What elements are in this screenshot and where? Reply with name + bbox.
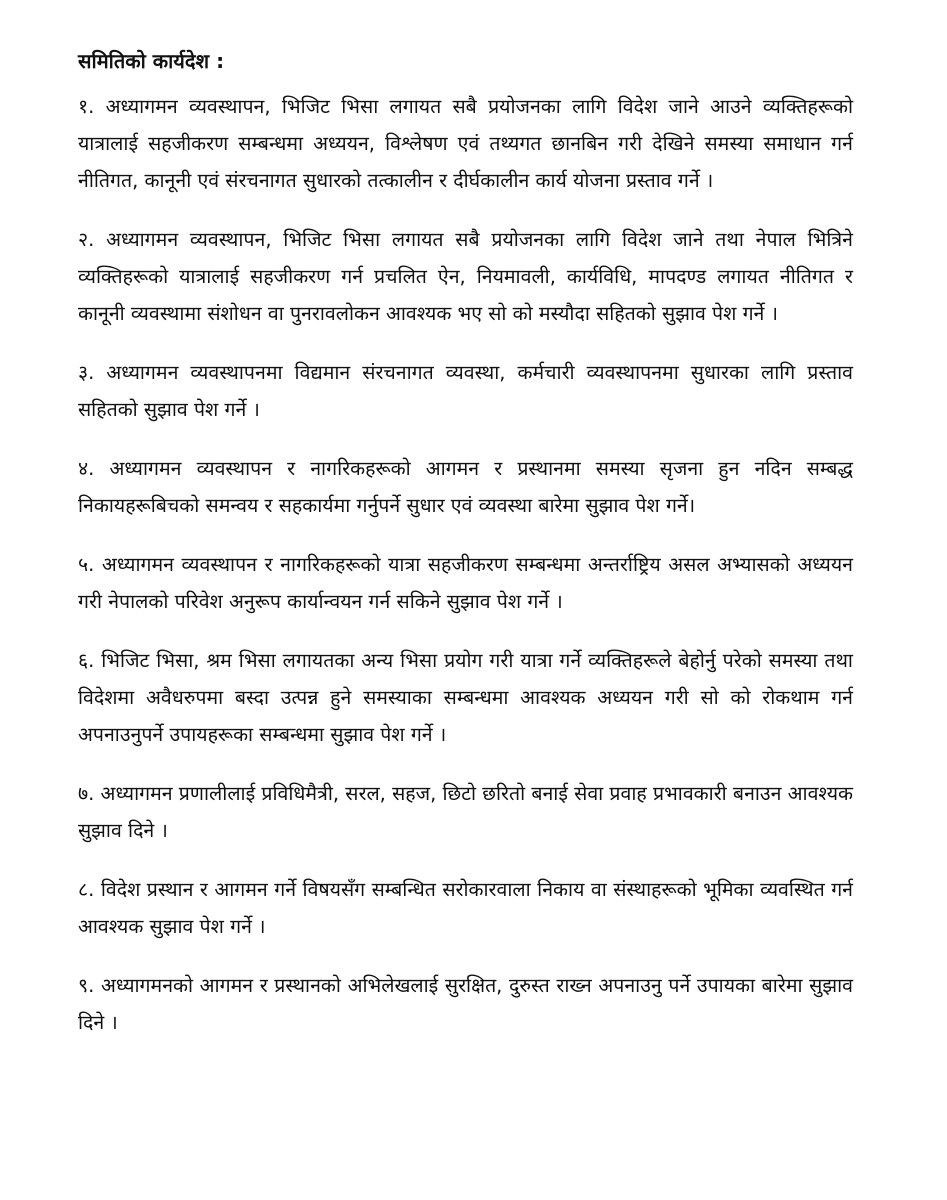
mandate-item-5: ५. अध्यागमन व्यवस्थापन र नागरिकहरूको यात्रा सहजीकरण सम्बन्धमा अन्तर्राष्ट्रिय असल अभ्यासको अध्ययन गरी नेपालको परिवेश अनुरूप कार्यान्वयन गर्न सकिने सुझाव पेश गर्ने । bbox=[78, 553, 853, 613]
mandate-item-4: ४. अध्यागमन व्यवस्थापन र नागरिकहरूको आगमन र प्रस्थानमा समस्या सृजना हुन नदिन सम्बद्ध निकायहरूबिचको समन्वय र सहकार्यमा गर्नुपर्ने सुधार एवं व्यवस्था बारेमा सुझाव पेश गर्ने। bbox=[78, 457, 853, 517]
mandate-item-8: ८. विदेश प्रस्थान र आगमन गर्ने विषयसँग सम्बन्धित सरोकारवाला निकाय वा संस्थाहरूको भूमिका व्यवस्थित गर्न आवश्यक सुझाव पेश गर्ने । bbox=[78, 878, 853, 938]
mandate-item-1: १. अध्यागमन व्यवस्थापन, भिजिट भिसा लगायत सबै प्रयोजनका लागि विदेश जाने आउने व्यक्तिहरूको यात्रालाई सहजीकरण सम्बन्धमा अध्ययन, विश्लेषण एवं तथ्यगत छानबिन गरी देखिने समस्या समाधान गर्न नीतिगत, कानूनी एवं संरचनागत सुधारको तत्कालीन र दीर्घकालीन कार्य योजना प्रस्ताव गर्ने । bbox=[78, 95, 853, 192]
document-heading: समितिको कार्यदेश : bbox=[78, 49, 225, 73]
document-page bbox=[78, 42, 853, 1041]
mandate-item-7: ७. अध्यागमन प्रणालीलाई प्रविधिमैत्री, सरल, सहज, छिटो छरितो बनाई सेवा प्रवाह प्रभावकारी बनाउन आवश्यक सुझाव दिने । bbox=[78, 782, 853, 842]
mandate-item-3: ३. अध्यागमन व्यवस्थापनमा विद्यमान संरचनागत व्यवस्था, कर्मचारी व्यवस्थापनमा सुधारका लागि प्रस्ताव सहितको सुझाव पेश गर्ने । bbox=[78, 361, 853, 421]
mandate-item-9: ९. अध्यागमनको आगमन र प्रस्थानको अभिलेखलाई सुरक्षित, दुरुस्त राख्न अपनाउनु पर्ने उपायका बारेमा सुझाव दिने । bbox=[78, 974, 853, 1034]
mandate-item-6: ६. भिजिट भिसा, श्रम भिसा लगायतका अन्य भिसा प्रयोग गरी यात्रा गर्ने व्यक्तिहरूले बेहोर्नु परेको समस्या तथा विदेशमा अवैधरुपमा बस्दा उत्पन्न हुने समस्याका सम्बन्धमा आवश्यक अध्ययन गरी सो को रोकथाम गर्न अपनाउनुपर्ने उपायहरूका सम्बन्धमा सुझाव पेश गर्ने । bbox=[78, 649, 853, 746]
mandate-item-2: २. अध्यागमन व्यवस्थापन, भिजिट भिसा लगायत सबै प्रयोजनका लागि विदेश जाने तथा नेपाल भित्रिने व्यक्तिहरूको यात्रालाई सहजीकरण गर्न प्रचलित ऐन, नियमावली, कार्यविधि, मापदण्ड लगायत नीतिगत र कानूनी व्यवस्थामा संशोधन वा पुनरावलोकन आवश्यक भए सो को मस्यौदा सहितको सुझाव पेश गर्ने । bbox=[78, 228, 853, 325]
